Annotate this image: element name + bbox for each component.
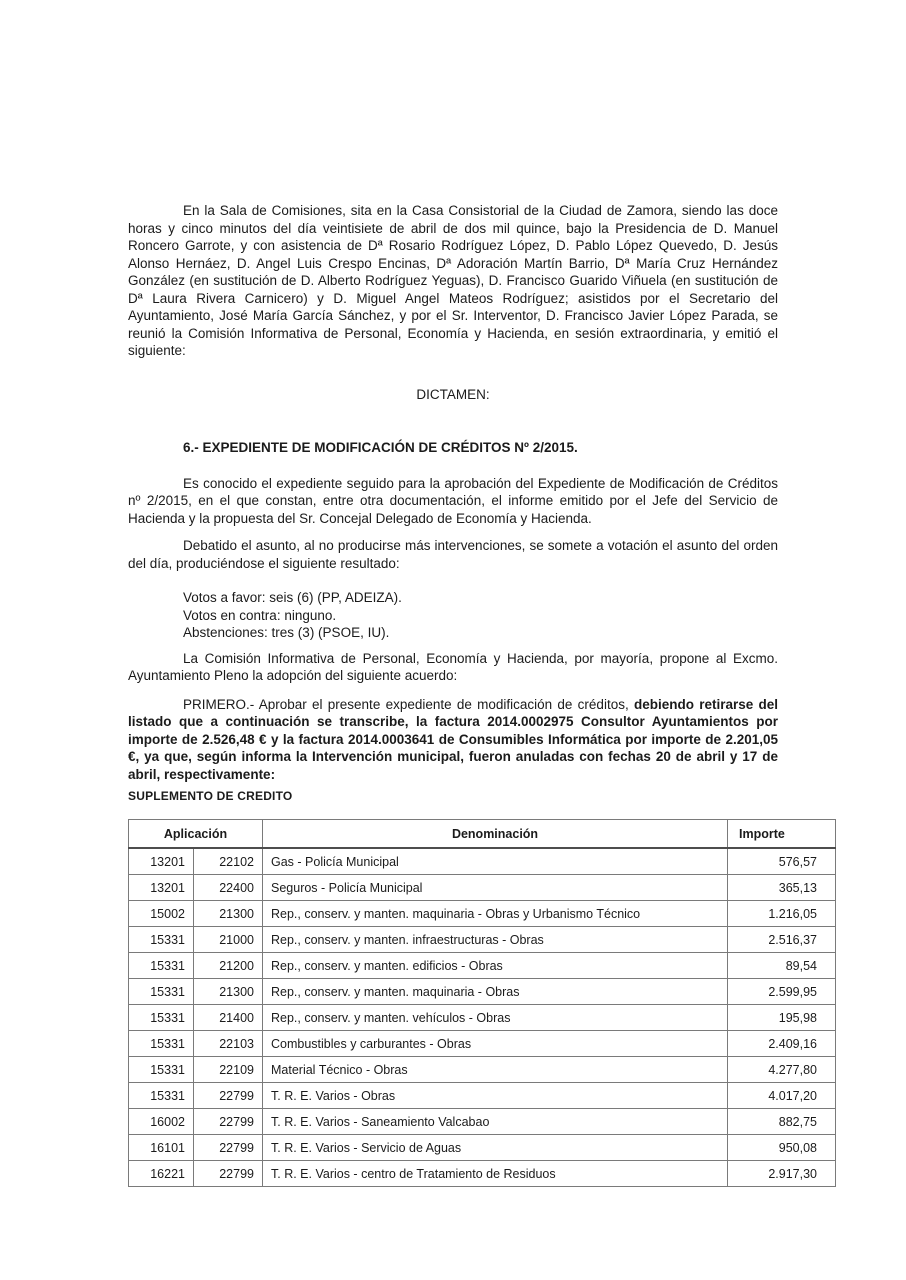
cell-aplicacion-organica: 16101 — [129, 1135, 194, 1161]
cell-importe: 2.599,95 — [728, 979, 836, 1005]
cell-aplicacion-economica: 22799 — [194, 1109, 263, 1135]
cell-denominacion: Rep., conserv. y manten. edificios - Obras — [263, 953, 728, 979]
cell-importe: 1.216,05 — [728, 901, 836, 927]
cell-denominacion: Gas - Policía Municipal — [263, 848, 728, 875]
cell-denominacion: Rep., conserv. y manten. vehículos - Obras — [263, 1005, 728, 1031]
comision-paragraph: La Comisión Informativa de Personal, Economía y Hacienda, por mayoría, propone al Excmo. Ayuntamiento Pleno la adopción del siguiente acuerdo: — [128, 650, 778, 683]
cell-importe: 4.017,20 — [728, 1083, 836, 1109]
cell-aplicacion-organica: 16221 — [129, 1161, 194, 1187]
cell-importe: 882,75 — [728, 1109, 836, 1135]
dictamen-heading: DICTAMEN: — [416, 386, 490, 402]
votes-list — [128, 589, 778, 642]
cell-importe: 576,57 — [728, 848, 836, 875]
cell-aplicacion-organica: 15331 — [129, 1031, 194, 1057]
cell-denominacion: Combustibles y carburantes - Obras — [263, 1031, 728, 1057]
cell-aplicacion-economica: 21000 — [194, 927, 263, 953]
table-row — [129, 979, 836, 1005]
cell-aplicacion-economica: 22799 — [194, 1135, 263, 1161]
cell-importe: 2.917,30 — [728, 1161, 836, 1187]
cell-importe: 2.516,37 — [728, 927, 836, 953]
col-header-denominacion: Denominación — [263, 820, 728, 849]
table-row — [129, 927, 836, 953]
table-row — [129, 901, 836, 927]
cell-denominacion: T. R. E. Varios - Servicio de Aguas — [263, 1135, 728, 1161]
cell-importe: 950,08 — [728, 1135, 836, 1161]
cell-importe: 195,98 — [728, 1005, 836, 1031]
cell-denominacion: Rep., conserv. y manten. maquinaria - Obras — [263, 979, 728, 1005]
intro-paragraph: En la Sala de Comisiones, sita en la Casa Consistorial de la Ciudad de Zamora, siendo las doce horas y cinco minutos del día veintisiete de abril de dos mil quince, bajo la Presidencia de D. Manuel Roncero Garrote, y con asistencia de Dª Rosario Rodríguez López, D. Pablo López Quevedo, D. Jesús Alonso Hernáez, D. Angel Luis Crespo Encinas, Dª Adoración Martín Barrio, Dª María Cruz Hernández González (en sustitución de D. Alberto Rodríguez Yeguas), D. Francisco Guarido Viñuela (en sustitución de Dª Laura Rivera Carnicero) y D. Miguel Angel Mateos Rodríguez; asistidos por el Secretario del Ayuntamiento, José María García Sánchez, y por el Sr. Interventor, D. Francisco Javier López Parada, se reunió la Comisión Informativa de Personal, Economía y Hacienda, en sesión extraordinaria, y emitió el siguiente: — [128, 203, 778, 358]
cell-aplicacion-organica: 15331 — [129, 1005, 194, 1031]
table-row — [129, 1135, 836, 1161]
cell-importe: 89,54 — [728, 953, 836, 979]
debatido-paragraph: Debatido el asunto, al no producirse más intervenciones, se somete a votación el asunto del orden del día, produciéndose el siguiente resultado: — [128, 538, 778, 571]
col-header-aplicacion: Aplicación — [129, 820, 263, 849]
cell-denominacion: Seguros - Policía Municipal — [263, 875, 728, 901]
cell-importe: 2.409,16 — [728, 1031, 836, 1057]
cell-importe: 365,13 — [728, 875, 836, 901]
expediente-paragraph: Es conocido el expediente seguido para la aprobación del Expediente de Modificación de Créditos nº 2/2015, en el que constan, entre otra documentación, el informe emitido por el Jefe del Servicio de Hacienda y la propuesta del Sr. Concejal Delegado de Economía y Hacienda. — [128, 475, 778, 526]
cell-aplicacion-economica: 21200 — [194, 953, 263, 979]
table-row — [129, 848, 836, 875]
cell-aplicacion-organica: 15331 — [129, 1057, 194, 1083]
vote-line-contra: Votos en contra: ninguno. — [183, 607, 337, 623]
vote-line-abstenciones: Abstenciones: tres (3) (PSOE, IU). — [183, 625, 390, 640]
table-row — [129, 1109, 836, 1135]
cell-denominacion: Rep., conserv. y manten. maquinaria - Obras y Urbanismo Técnico — [263, 901, 728, 927]
cell-aplicacion-organica: 13201 — [129, 875, 194, 901]
primero-regular-text: PRIMERO.- Aprobar el presente expediente de modificación de créditos, — [183, 696, 634, 712]
suplemento-credito-table — [128, 819, 836, 1187]
cell-denominacion: T. R. E. Varios - Obras — [263, 1083, 728, 1109]
cell-aplicacion-economica: 22102 — [194, 848, 263, 875]
cell-aplicacion-organica: 13201 — [129, 848, 194, 875]
primero-bold-text: debiendo retirarse del listado que a continuación se transcribe, la factura 2014.0002975 Consultor Ayuntamientos por importe de 2.526,48 € y la factura 2014.0003641 de Consumibles Informática por importe de 2.201,05 €, ya que, según informa la Intervención municipal, fueron anuladas con fechas 20 de abril y 17 de abril, respectivamente: — [128, 696, 778, 782]
cell-aplicacion-organica: 15331 — [129, 1083, 194, 1109]
primero-paragraph — [128, 696, 778, 784]
cell-aplicacion-organica: 15331 — [129, 953, 194, 979]
table-row — [129, 875, 836, 901]
cell-denominacion: Material Técnico - Obras — [263, 1057, 728, 1083]
document-content — [128, 202, 817, 1187]
cell-aplicacion-economica: 22799 — [194, 1161, 263, 1187]
table-row — [129, 1083, 836, 1109]
cell-aplicacion-organica: 16002 — [129, 1109, 194, 1135]
cell-aplicacion-economica: 22799 — [194, 1083, 263, 1109]
table-row — [129, 1031, 836, 1057]
cell-aplicacion-economica: 21300 — [194, 901, 263, 927]
cell-importe: 4.277,80 — [728, 1057, 836, 1083]
cell-denominacion: T. R. E. Varios - Saneamiento Valcabao — [263, 1109, 728, 1135]
cell-aplicacion-organica: 15331 — [129, 979, 194, 1005]
cell-aplicacion-economica: 22103 — [194, 1031, 263, 1057]
section-heading: 6.- EXPEDIENTE DE MODIFICACIÓN DE CRÉDITOS Nº 2/2015. — [183, 440, 578, 455]
cell-denominacion: Rep., conserv. y manten. infraestructuras - Obras — [263, 927, 728, 953]
table-row — [129, 953, 836, 979]
table-header-row — [129, 820, 836, 849]
table-row — [129, 1161, 836, 1187]
table-row — [129, 1057, 836, 1083]
vote-line-favor: Votos a favor: seis (6) (PP, ADEIZA). — [183, 590, 402, 605]
cell-denominacion: T. R. E. Varios - centro de Tratamiento de Residuos — [263, 1161, 728, 1187]
cell-aplicacion-economica: 22400 — [194, 875, 263, 901]
table-title: SUPLEMENTO DE CREDITO — [128, 789, 293, 803]
table-row — [129, 1005, 836, 1031]
cell-aplicacion-organica: 15331 — [129, 927, 194, 953]
table-body — [129, 848, 836, 1187]
cell-aplicacion-organica: 15002 — [129, 901, 194, 927]
cell-aplicacion-economica: 21300 — [194, 979, 263, 1005]
cell-aplicacion-economica: 21400 — [194, 1005, 263, 1031]
col-header-importe: Importe — [728, 820, 836, 849]
cell-aplicacion-economica: 22109 — [194, 1057, 263, 1083]
